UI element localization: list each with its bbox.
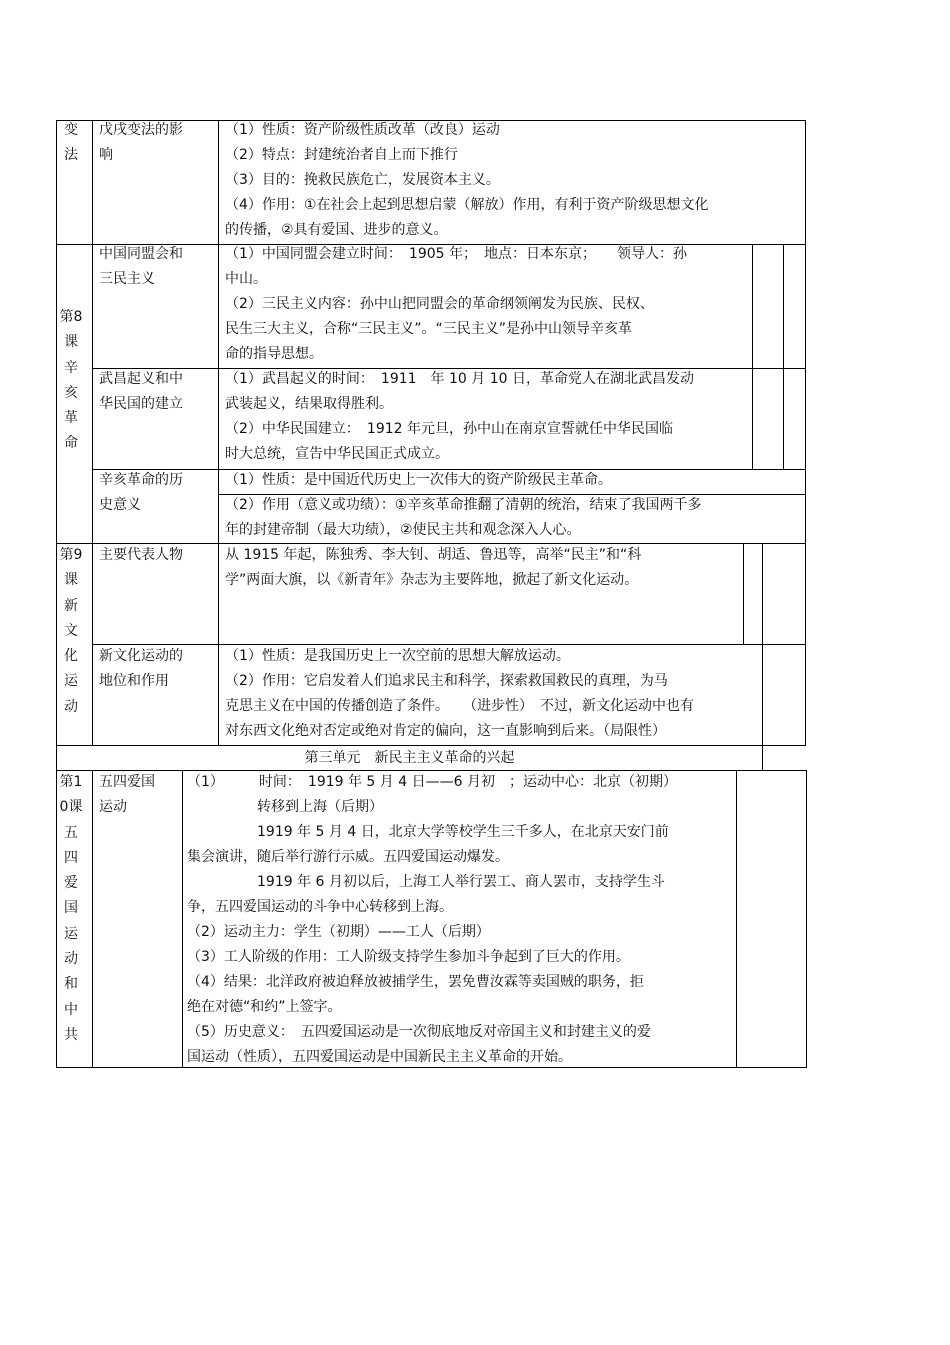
row-topic: 中国同盟会和 三民主义 [99, 246, 183, 287]
row-content: （1）性质：是中国近代历史上一次伟大的资产阶级民主革命。 （2）作用（意义或功绩）：①辛亥革命推翻了清朝的统治，结束了我国两千多 年的封建帝制（最大功绩），②使民主共和观念深入人心。 [225, 472, 702, 538]
rule [56, 120, 57, 1068]
rule [752, 368, 753, 470]
row-content: 从 1915 年起，陈独秀、李大钊、胡适、鲁迅等，高举“民主”和“科 学”两面大旗，以《新青年》杂志为主要阵地，掀起了新文化运动。 [225, 547, 642, 588]
rule [218, 120, 219, 746]
rule [736, 770, 737, 1068]
rule [806, 770, 807, 1068]
row-topic: 辛亥革命的历 史意义 [99, 472, 183, 513]
row-topic: 五四爱国 运动 [99, 774, 155, 815]
row-content: （1）性质：资产阶级性质改革（改良）运动 （2）特点：封建统治者自上而下推行 （3）目的：挽救民族危亡，发展资本主义。 （4）作用：①在社会上起到思想启蒙（解放）作用，有利于资产阶级思想文化 的传播，②具有爱国、进步的意义。 [225, 122, 709, 238]
section-label: 第10课五四爱国运动和中共 [59, 774, 83, 1043]
row-topic: 戊戌变法的影 响 [99, 122, 183, 163]
rule [182, 770, 183, 1068]
unit-banner: 第三单元 新民主主义革命的兴起 [304, 750, 515, 766]
row-content: （1）性质：是我国历史上一次空前的思想大解放运动。 （2）作用：它启发着人们追求民主和科学，探索救国救民的真理，为马 克思主义在中国的传播创造了条件。 （进步性） 不过，新文化运动中也有 对东西文化绝对否定或绝对肯定的偏向，这一直影响到后来。（局限性） [225, 648, 694, 739]
row-topic: 主要代表人物 [99, 547, 183, 563]
section-label: 第9课新文化运动 [59, 547, 83, 715]
row-content: （1） 时间： 1919 年 5 月 4 日——6 月初 ；运动中心：北京（初期） 转移到上海（后期） 1919 年 5 月 4 日，北京大学等校学生三千多人，在北京天安门前 集会演讲，随后举行游行示威。五四爱国运动爆发。 1919 年 6 月初以后，上海工人举行罢工、商人罢市，支持学生斗 争，五四爱国运动的斗争中心转移到上海。 （2）运动主力：学生（初期）——工人（后期） （3）工人阶级的作用：工人阶级支持学生参加斗争起到了巨大的作用。 （4）结果：北洋政府被迫释放被捕学生，罢免曹汝霖等卖国贼的职务，拒 绝在对德“和约”上签字。 （5）历史意义： 五四爱国运动是一次彻底地反对帝国主义和封建主义的爱 国运动（性质），五四爱国运动是中国新民主主义革命的开始。 [187, 774, 677, 1065]
rule [783, 244, 784, 369]
rule [762, 543, 763, 746]
section-label: 第8课辛亥革命 [59, 309, 83, 452]
rule [752, 244, 753, 369]
row-topic: 新文化运动的 地位和作用 [99, 648, 183, 689]
rule [783, 368, 784, 470]
rule [805, 120, 806, 746]
row-content: （1）武昌起义的时间： 1911 年 10 月 10 日，革命党人在湖北武昌发动 武装起义，结果取得胜利。 （2）中华民国建立： 1912 年元旦，孙中山在南京宣誓就任中华民国临 时大总统，宣告中华民国正式成立。 [225, 371, 694, 462]
row-topic: 武昌起义和中 华民国的建立 [99, 371, 183, 412]
rule [743, 543, 744, 645]
section-label: 变法 [64, 122, 78, 164]
rule [92, 770, 93, 1068]
rule [762, 745, 763, 771]
row-content: （1）中国同盟会建立时间： 1905 年； 地点：日本东京； 领导人：孙 中山。 （2）三民主义内容：孙中山把同盟会的革命纲领阐发为民族、民权、 民生三大主义，合称“三民主义”。“三民主义”是孙中山领导辛亥革 命的指导思想。 [225, 246, 687, 362]
rule [92, 120, 93, 746]
